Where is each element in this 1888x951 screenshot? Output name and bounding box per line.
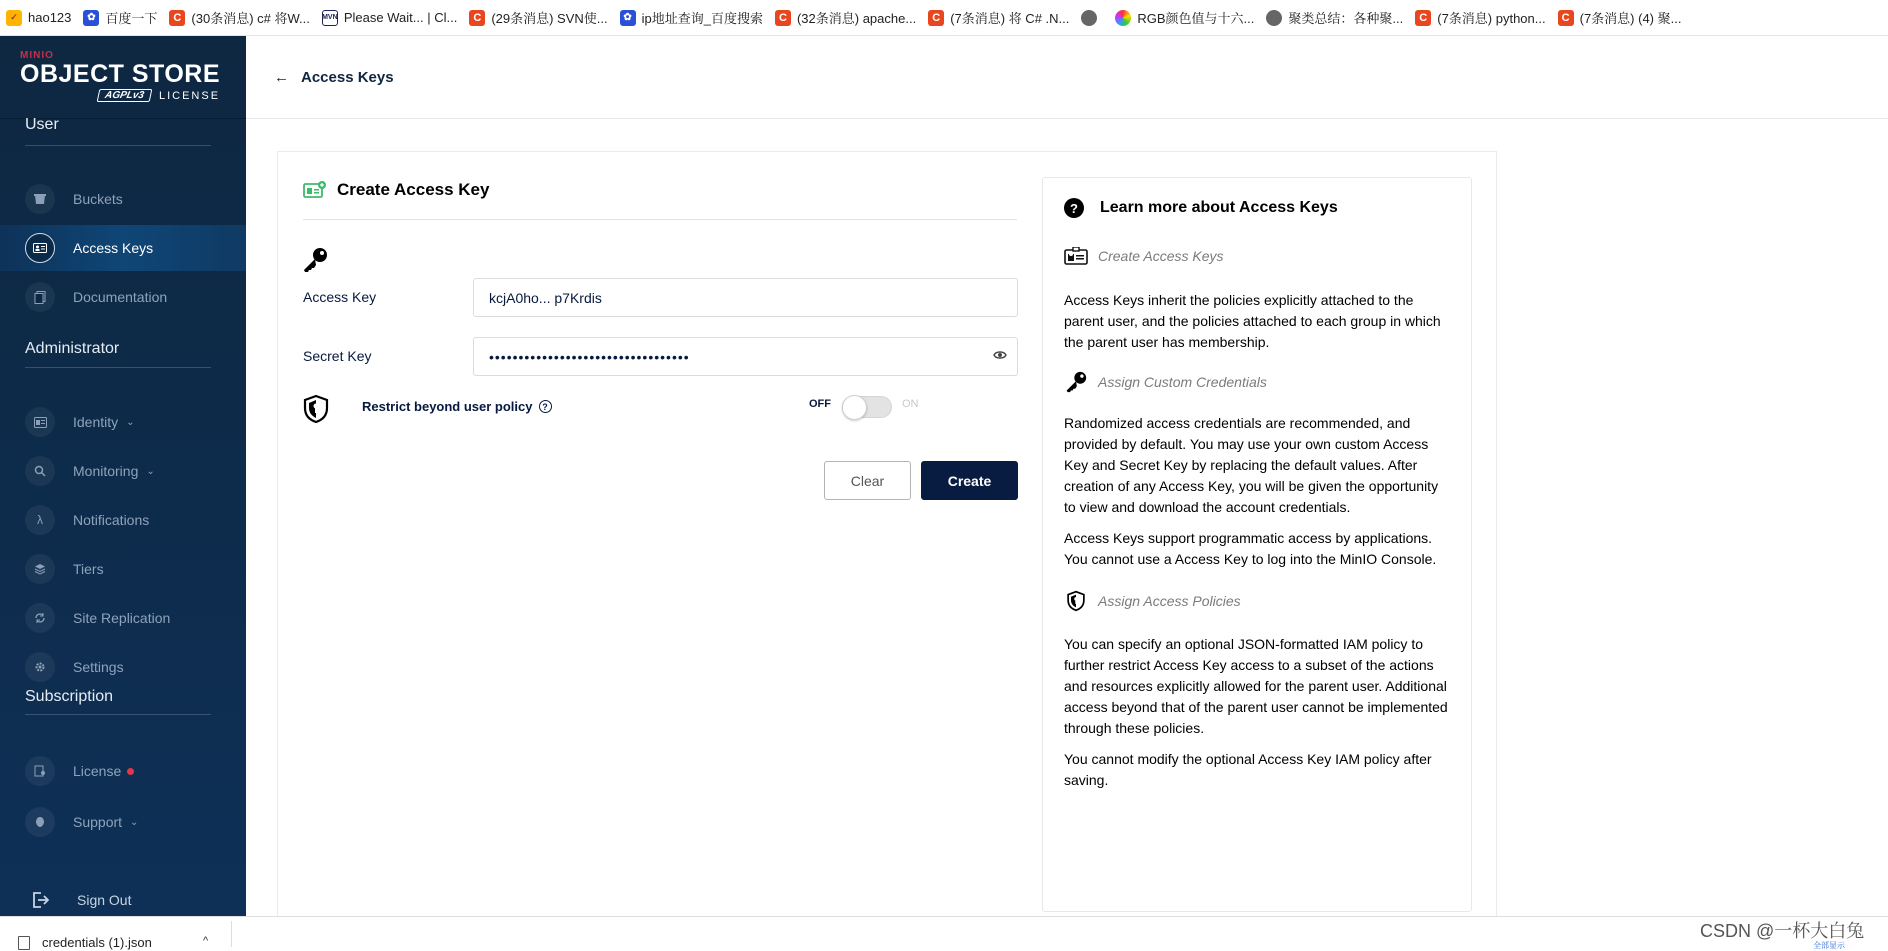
csdn-icon: C <box>169 10 185 26</box>
back-link[interactable] <box>274 69 394 86</box>
download-bar <box>0 916 1888 950</box>
sidebar <box>0 36 246 916</box>
globe-icon <box>1081 10 1097 26</box>
download-file-name: credentials (1).json <box>42 935 152 950</box>
help-subheading <box>1064 590 1451 612</box>
add-access-key-icon <box>303 181 327 199</box>
id-card-icon <box>1064 247 1088 265</box>
bookmark-item[interactable] <box>167 0 319 36</box>
bookmark-label: 百度一下 <box>105 11 158 26</box>
sidebar-item-label: Tiers <box>73 561 104 577</box>
baidu-paw-icon: ✿ <box>83 10 99 26</box>
bookmark-item[interactable] <box>1264 0 1413 36</box>
key-icon <box>1064 371 1088 393</box>
layers-icon <box>25 554 55 584</box>
sidebar-item-documentation[interactable] <box>0 274 246 320</box>
file-icon <box>18 936 30 950</box>
notification-dot <box>127 768 134 775</box>
section-divider <box>25 145 211 146</box>
bookmark-item[interactable] <box>926 0 1079 36</box>
bookmark-item[interactable] <box>618 0 773 36</box>
bookmark-item[interactable] <box>81 0 167 36</box>
sidebar-item-label: License <box>73 763 122 779</box>
section-user: User <box>25 116 59 133</box>
help-circle-icon[interactable]: ? <box>539 400 552 413</box>
license-text: LICENSE <box>158 89 221 102</box>
lambda-icon: λ <box>25 505 55 535</box>
csdn-icon: C <box>928 10 944 26</box>
secret-key-label: Secret Key <box>303 348 372 364</box>
csdn-icon: C <box>1415 10 1431 26</box>
license-icon <box>25 756 55 786</box>
toggle-off-label: OFF <box>809 398 831 410</box>
sidebar-item-monitoring[interactable] <box>0 448 246 494</box>
access-key-input[interactable]: kcjA0ho... p7Krdis <box>473 278 1018 317</box>
back-arrow-icon: ← <box>274 68 289 86</box>
download-item[interactable] <box>18 935 152 950</box>
hao123-icon: ✓ <box>6 10 22 26</box>
sidebar-item-identity[interactable] <box>0 399 246 445</box>
toggle-knob <box>842 395 867 420</box>
help-subheading-text: Create Access Keys <box>1098 248 1224 264</box>
help-subheading <box>1064 247 1451 265</box>
agpl-badge: AGPLv3 <box>97 89 153 102</box>
csdn-icon: C <box>775 10 791 26</box>
divider <box>231 921 232 947</box>
minio-logo[interactable] <box>20 50 220 102</box>
support-icon <box>25 807 55 837</box>
bookmark-label: RGB颜色值与十六... <box>1137 11 1255 26</box>
chevron-down-icon: ⌄ <box>130 816 139 828</box>
csdn-icon: C <box>469 10 485 26</box>
sidebar-item-label: Documentation <box>73 289 168 305</box>
bookmark-label: hao123 <box>28 10 72 25</box>
sidebar-item-label: Support <box>73 814 123 830</box>
bookmark-item[interactable] <box>1413 0 1555 36</box>
create-button[interactable]: Create <box>921 461 1018 500</box>
sidebar-item-site-replication[interactable] <box>0 595 246 641</box>
brand-main: OBJECT STORE <box>20 60 221 88</box>
help-subheading <box>1064 371 1451 393</box>
bookmark-label: Please Wait... | Cl... <box>343 10 458 25</box>
sidebar-item-settings[interactable] <box>0 644 246 690</box>
bookmark-item[interactable] <box>467 0 617 36</box>
sign-out-icon <box>25 885 55 915</box>
chevron-down-icon: ⌄ <box>126 416 135 428</box>
sidebar-item-access-keys[interactable] <box>0 225 246 271</box>
help-paragraph: Randomized access credentials are recommended, and provided by default. You may use your own custom Access Key and Secret Key by replacing the default values. After creation of any Access Key, you will be given the opportunity to view and download the account credentials. <box>1064 415 1439 515</box>
sidebar-item-label: Identity <box>73 414 119 430</box>
id-card-icon <box>25 233 55 263</box>
breadcrumb: Access Keys <box>301 68 394 86</box>
bucket-icon <box>25 184 55 214</box>
restrict-policy-label <box>362 399 552 414</box>
shield-icon <box>302 394 330 429</box>
help-panel <box>1042 177 1472 912</box>
chevron-down-icon: ⌄ <box>146 465 155 477</box>
page-header <box>246 36 1888 119</box>
access-key-label: Access Key <box>303 289 377 305</box>
section-divider <box>25 714 211 715</box>
document-icon <box>25 282 55 312</box>
identity-icon <box>25 407 55 437</box>
help-subheading-text: Assign Custom Credentials <box>1098 374 1267 390</box>
bookmark-label: (30条消息) c# 将W... <box>191 11 310 26</box>
help-title <box>1064 198 1451 218</box>
bookmark-label: (7条消息) python... <box>1437 11 1546 26</box>
csdn-icon: C <box>1558 10 1574 26</box>
clear-button[interactable]: Clear <box>824 461 911 500</box>
restrict-policy-toggle[interactable] <box>842 396 892 418</box>
bookmark-item[interactable] <box>1113 0 1264 36</box>
help-paragraph: You cannot modify the optional Access Key IAM policy after saving. <box>1064 751 1432 788</box>
sidebar-item-label: Site Replication <box>73 610 171 626</box>
help-title-text: Learn more about Access Keys <box>1100 199 1338 216</box>
bookmark-label: (32条消息) apache... <box>796 11 917 26</box>
globe-icon <box>1266 10 1282 26</box>
sidebar-item-notifications[interactable] <box>0 497 246 543</box>
watermark: CSDN @一杯大白兔 <box>1700 921 1865 941</box>
bookmark-item[interactable] <box>4 0 81 36</box>
sidebar-item-label: Settings <box>73 659 124 675</box>
sidebar-item-label: Notifications <box>73 512 150 528</box>
bookmark-item[interactable] <box>1556 0 1692 36</box>
replication-icon <box>25 603 55 633</box>
form-divider <box>303 219 1017 220</box>
toggle-on-label: ON <box>902 398 919 410</box>
bookmark-item[interactable] <box>1079 0 1113 36</box>
sidebar-item-label: Access Keys <box>73 240 154 256</box>
section-subscription: Subscription <box>25 688 114 705</box>
bookmark-label: (7条消息) 将 C# .N... <box>950 11 1070 26</box>
help-paragraph: You can specify an optional JSON-formatted IAM policy to further restrict Access Key access to a subset of the actions and resources explicitly allowed for the parent user. Additional access beyond that of the parent user cannot be implemented through these policies. <box>1064 636 1448 736</box>
show-all-link[interactable]: 全部显示 <box>1813 941 1845 950</box>
section-divider <box>25 367 211 368</box>
sidebar-item-license[interactable] <box>0 748 246 794</box>
question-circle-icon: ? <box>1064 198 1084 218</box>
chevron-up-icon[interactable]: ^ <box>203 935 209 947</box>
help-paragraph: Access Keys support programmatic access by applications. You cannot use a Access Key to log into the MinIO Console. <box>1064 530 1437 567</box>
eye-icon[interactable] <box>993 349 1007 363</box>
mvn-icon: MVN <box>322 10 338 26</box>
sidebar-item-tiers[interactable] <box>0 546 246 592</box>
secret-key-value: •••••••••••••••••••••••••••••••••• <box>489 348 690 365</box>
sidebar-item-buckets[interactable] <box>0 176 246 222</box>
form-title <box>303 180 489 200</box>
bookmark-item[interactable] <box>320 0 467 36</box>
sidebar-item-label: Monitoring <box>73 463 139 479</box>
key-icon <box>302 247 328 278</box>
rgb-rainbow-icon <box>1115 10 1131 26</box>
monitoring-search-icon <box>25 456 55 486</box>
section-administrator: Administrator <box>25 340 120 357</box>
bookmark-label: (7条消息) (4) 聚... <box>1579 11 1682 26</box>
shield-icon <box>1064 590 1088 612</box>
bookmark-label: 聚类总结：各种聚... <box>1288 11 1404 26</box>
gear-icon <box>25 652 55 682</box>
sidebar-item-support[interactable] <box>0 799 246 845</box>
help-paragraph: Access Keys inherit the policies explicitly attached to the parent user, and the policies attached to each group in which the parent user has membership. <box>1064 292 1441 350</box>
brand-small: MINIO <box>20 50 54 61</box>
bookmarks-bar <box>0 0 1888 36</box>
restrict-policy-text: Restrict beyond user policy <box>362 399 533 414</box>
sign-out-label: Sign Out <box>77 892 132 908</box>
sidebar-item-label: Buckets <box>73 191 123 207</box>
baidu-paw-icon: ✿ <box>620 10 636 26</box>
bookmark-item[interactable] <box>773 0 926 36</box>
bookmark-label: ip地址查询_百度搜索 <box>641 11 763 26</box>
bookmark-label: (29条消息) SVN使... <box>491 11 608 26</box>
secret-key-input[interactable] <box>473 337 1018 376</box>
help-subheading-text: Assign Access Policies <box>1098 593 1241 609</box>
form-title-text: Create Access Key <box>337 180 490 199</box>
